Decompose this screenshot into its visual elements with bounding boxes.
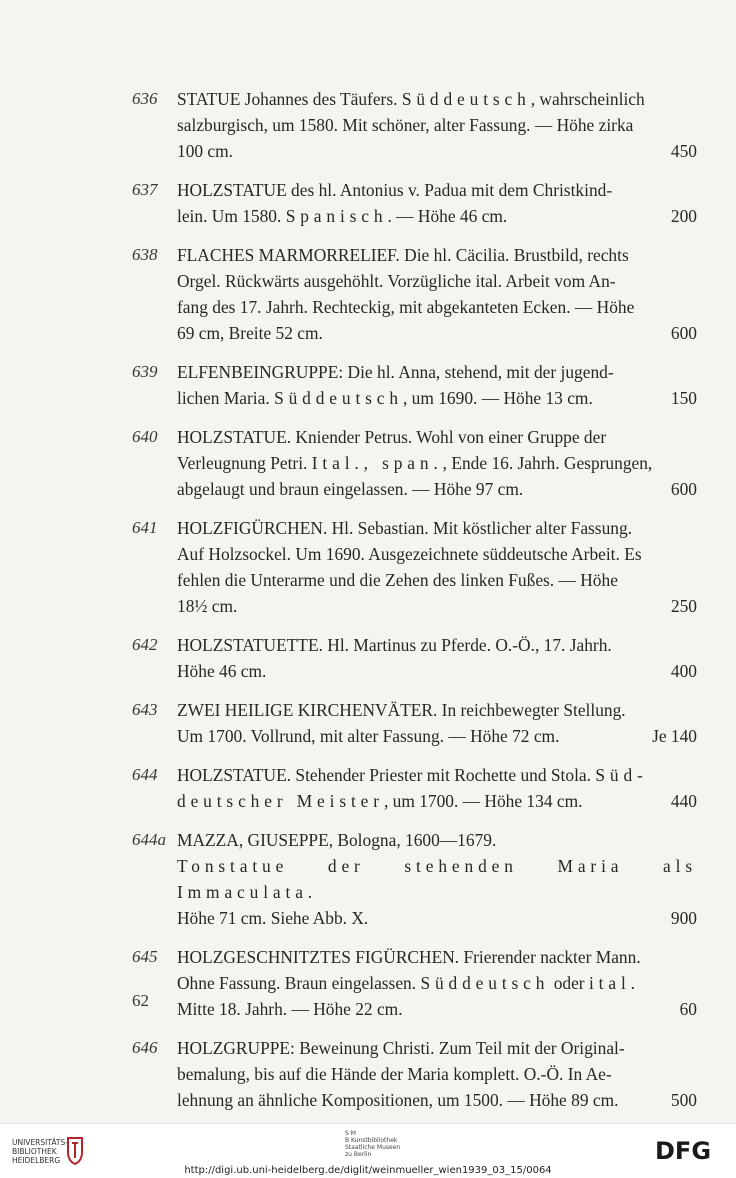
line-text: 100 cm. xyxy=(177,141,234,161)
lot-number: 639 xyxy=(132,362,158,381)
line-text: 18½ cm. xyxy=(177,596,238,616)
lot-number: 645 xyxy=(132,947,158,966)
lot-price: 500 xyxy=(670,1090,697,1110)
university-library-label xyxy=(12,1138,68,1165)
line-text: lichen Maria. xyxy=(177,388,275,408)
catalog-entry xyxy=(0,359,736,411)
line-text: Verleugnung Petri. xyxy=(177,453,312,473)
description-line xyxy=(177,1087,697,1113)
description-line xyxy=(177,853,697,905)
lot-number: 641 xyxy=(132,518,158,537)
lot-price: 250 xyxy=(670,596,697,616)
lot-price: 900 xyxy=(670,908,697,928)
lot-description xyxy=(177,944,697,1022)
lot-price: 60 xyxy=(679,999,697,1019)
description-line xyxy=(177,788,697,814)
catalog-entry xyxy=(0,242,736,346)
description-line xyxy=(177,905,697,931)
spaced-text: Spanisch xyxy=(285,206,388,226)
description-line xyxy=(177,827,697,853)
description-line xyxy=(177,970,697,996)
university-line-3: HEIDELBERG xyxy=(12,1156,61,1165)
lot-description xyxy=(177,242,697,346)
description-line xyxy=(177,138,697,164)
description-line xyxy=(177,1061,697,1087)
description-line xyxy=(177,632,697,658)
lot-price: 150 xyxy=(670,388,697,408)
spaced-text: Ital., span. xyxy=(311,453,443,473)
lot-number: 642 xyxy=(132,635,158,654)
lot-description xyxy=(177,697,697,749)
line-text: ZWEI HEILIGE KIRCHENVÄTER. In reichbewegter Stellung. xyxy=(177,700,626,720)
line-text: lehnung an ähnliche Kompositionen, um 1500. — Höhe 89 cm. xyxy=(177,1090,619,1110)
description-line xyxy=(177,697,697,723)
source-url-link[interactable]: http://digi.ub.uni-heidelberg.de/diglit/weinmueller_wien1939_03_15/0064 xyxy=(184,1165,552,1176)
lot-description xyxy=(177,177,697,229)
page-number: 62 xyxy=(132,991,149,1010)
line-text: abgelaugt und braun eingelassen. — Höhe 97 cm. xyxy=(177,479,524,499)
line-text: HOLZSTATUE des hl. Antonius v. Padua mit dem Christkind- xyxy=(177,180,613,200)
line-text: 69 cm, Breite 52 cm. xyxy=(177,323,323,343)
description-line xyxy=(177,723,697,749)
description-line xyxy=(177,359,697,385)
description-line xyxy=(177,658,697,684)
line-text: bemalung, bis auf die Hände der Maria komplett. O.-Ö. In Ae- xyxy=(177,1064,612,1084)
catalog-entries xyxy=(0,86,736,1126)
line-text: FLACHES MARMORRELIEF. Die hl. Cäcilia. Brustbild, rechts xyxy=(177,245,629,265)
description-line xyxy=(177,268,697,294)
catalog-entry xyxy=(0,86,736,164)
lot-price: 440 xyxy=(670,791,697,811)
line-text: fehlen die Unterarme und die Zehen des linken Fußes. — Höhe xyxy=(177,570,618,590)
dfg-logo-text: DFG xyxy=(655,1138,712,1162)
description-line xyxy=(177,450,697,476)
lot-description xyxy=(177,632,697,684)
line-text: , um 1690. — Höhe 13 cm. xyxy=(402,388,593,408)
spaced-text: deutscher Meister xyxy=(177,791,384,811)
line-text: , um 1700. — Höhe 134 cm. xyxy=(383,791,583,811)
line-text: oder xyxy=(549,973,589,993)
catalog-entry xyxy=(0,762,736,814)
lot-number: 644 xyxy=(132,765,158,784)
description-line xyxy=(177,177,697,203)
lot-price: 600 xyxy=(670,479,697,499)
line-text: MAZZA, GIUSEPPE, Bologna, 1600—1679. xyxy=(177,830,497,850)
lot-price: 200 xyxy=(670,206,697,226)
catalog-entry xyxy=(0,632,736,684)
spaced-text: Süddeutsch xyxy=(420,973,550,993)
description-line xyxy=(177,112,697,138)
dfg-logo-icon xyxy=(655,1138,725,1162)
catalog-entry xyxy=(0,697,736,749)
line-text: , Ende 16. Jahrh. Gesprungen, xyxy=(442,453,653,473)
lot-description xyxy=(177,1035,697,1113)
description-line xyxy=(177,476,697,502)
description-line xyxy=(177,541,697,567)
description-line xyxy=(177,515,697,541)
line-text: Höhe 71 cm. Siehe Abb. X. xyxy=(177,908,369,928)
lot-description xyxy=(177,827,697,931)
university-line-1: UNIVERSITÄTS- xyxy=(12,1138,68,1147)
lot-number: 636 xyxy=(132,89,158,108)
line-text: HOLZGESCHNITZTES FIGÜRCHEN. Frierender nackter Mann. xyxy=(177,947,641,967)
library-line-4: zu Berlin xyxy=(345,1151,372,1158)
lot-price: Je 140 xyxy=(652,726,697,746)
digitization-footer xyxy=(0,1123,736,1178)
library-line-3: Staatliche Museen xyxy=(345,1144,401,1151)
catalog-entry xyxy=(0,515,736,619)
line-text: Mitte 18. Jahrh. — Höhe 22 cm. xyxy=(177,999,403,1019)
spaced-text: Süddeutsch xyxy=(401,89,531,109)
line-text: HOLZSTATUETTE. Hl. Martinus zu Pferde. O.-Ö., 17. Jahrh. xyxy=(177,635,612,655)
description-line xyxy=(177,320,697,346)
line-text: Ohne Fassung. Braun eingelassen. xyxy=(177,973,421,993)
line-text: HOLZSTATUE. Kniender Petrus. Wohl von einer Gruppe der xyxy=(177,427,607,447)
spaced-text: ital. xyxy=(588,973,640,993)
description-line xyxy=(177,1035,697,1061)
line-text: fang des 17. Jahrh. Rechteckig, mit abgekanteten Ecken. — Höhe xyxy=(177,297,635,317)
line-text: STATUE Johannes des Täufers. xyxy=(177,89,402,109)
library-label xyxy=(345,1130,400,1158)
lot-price: 400 xyxy=(670,661,697,681)
catalog-entry xyxy=(0,1035,736,1113)
description-line xyxy=(177,944,697,970)
library-line-2: B Kunstbibliothek xyxy=(345,1137,398,1144)
description-line xyxy=(177,294,697,320)
line-text: HOLZFIGÜRCHEN. Hl. Sebastian. Mit köstlicher alter Fassung. xyxy=(177,518,633,538)
description-line xyxy=(177,762,697,788)
description-line xyxy=(177,203,697,229)
university-crest-icon xyxy=(64,1136,86,1166)
lot-number: 637 xyxy=(132,180,158,199)
line-text: . — Höhe 46 cm. xyxy=(387,206,508,226)
lot-price: 600 xyxy=(670,323,697,343)
description-line xyxy=(177,242,697,268)
description-line xyxy=(177,996,697,1022)
spaced-text: Tonstatue der stehenden Maria als Immaculata. xyxy=(177,856,697,902)
line-text: HOLZSTATUE. Stehender Priester mit Rochette und Stola. xyxy=(177,765,596,785)
line-text: ELFENBEINGRUPPE: Die hl. Anna, stehend, mit der jugend- xyxy=(177,362,614,382)
catalog-entry xyxy=(0,177,736,229)
line-text: Um 1700. Vollrund, mit alter Fassung. — Höhe 72 cm. xyxy=(177,726,560,746)
catalog-entry xyxy=(0,944,736,1022)
line-text: salzburgisch, um 1580. Mit schöner, alter Fassung. — Höhe zirka xyxy=(177,115,634,135)
lot-description xyxy=(177,359,697,411)
lot-description xyxy=(177,762,697,814)
lot-description xyxy=(177,515,697,619)
line-text: , wahrscheinlich xyxy=(530,89,645,109)
description-line xyxy=(177,593,697,619)
description-line xyxy=(177,424,697,450)
description-line xyxy=(177,86,697,112)
lot-description xyxy=(177,424,697,502)
spaced-text: Süd- xyxy=(595,765,648,785)
line-text: lein. Um 1580. xyxy=(177,206,286,226)
line-text: Orgel. Rückwärts ausgehöhlt. Vorzügliche ital. Arbeit vom An- xyxy=(177,271,616,291)
lot-number: 644a xyxy=(132,830,166,849)
lot-number: 640 xyxy=(132,427,158,446)
line-text: Auf Holzsockel. Um 1690. Ausgezeichnete süddeutsche Arbeit. Es xyxy=(177,544,642,564)
description-line xyxy=(177,385,697,411)
line-text: Höhe 46 cm. xyxy=(177,661,267,681)
spaced-text: Süddeutsch xyxy=(274,388,403,408)
lot-number: 638 xyxy=(132,245,158,264)
library-line-1: S M xyxy=(345,1130,356,1137)
catalog-entry xyxy=(0,424,736,502)
lot-price: 450 xyxy=(670,141,697,161)
line-text: HOLZGRUPPE: Beweinung Christi. Zum Teil mit der Original- xyxy=(177,1038,625,1058)
lot-number: 646 xyxy=(132,1038,158,1057)
description-line xyxy=(177,567,697,593)
catalog-entry xyxy=(0,827,736,931)
lot-number: 643 xyxy=(132,700,158,719)
lot-description xyxy=(177,86,697,164)
university-line-2: BIBLIOTHEK xyxy=(12,1147,57,1156)
